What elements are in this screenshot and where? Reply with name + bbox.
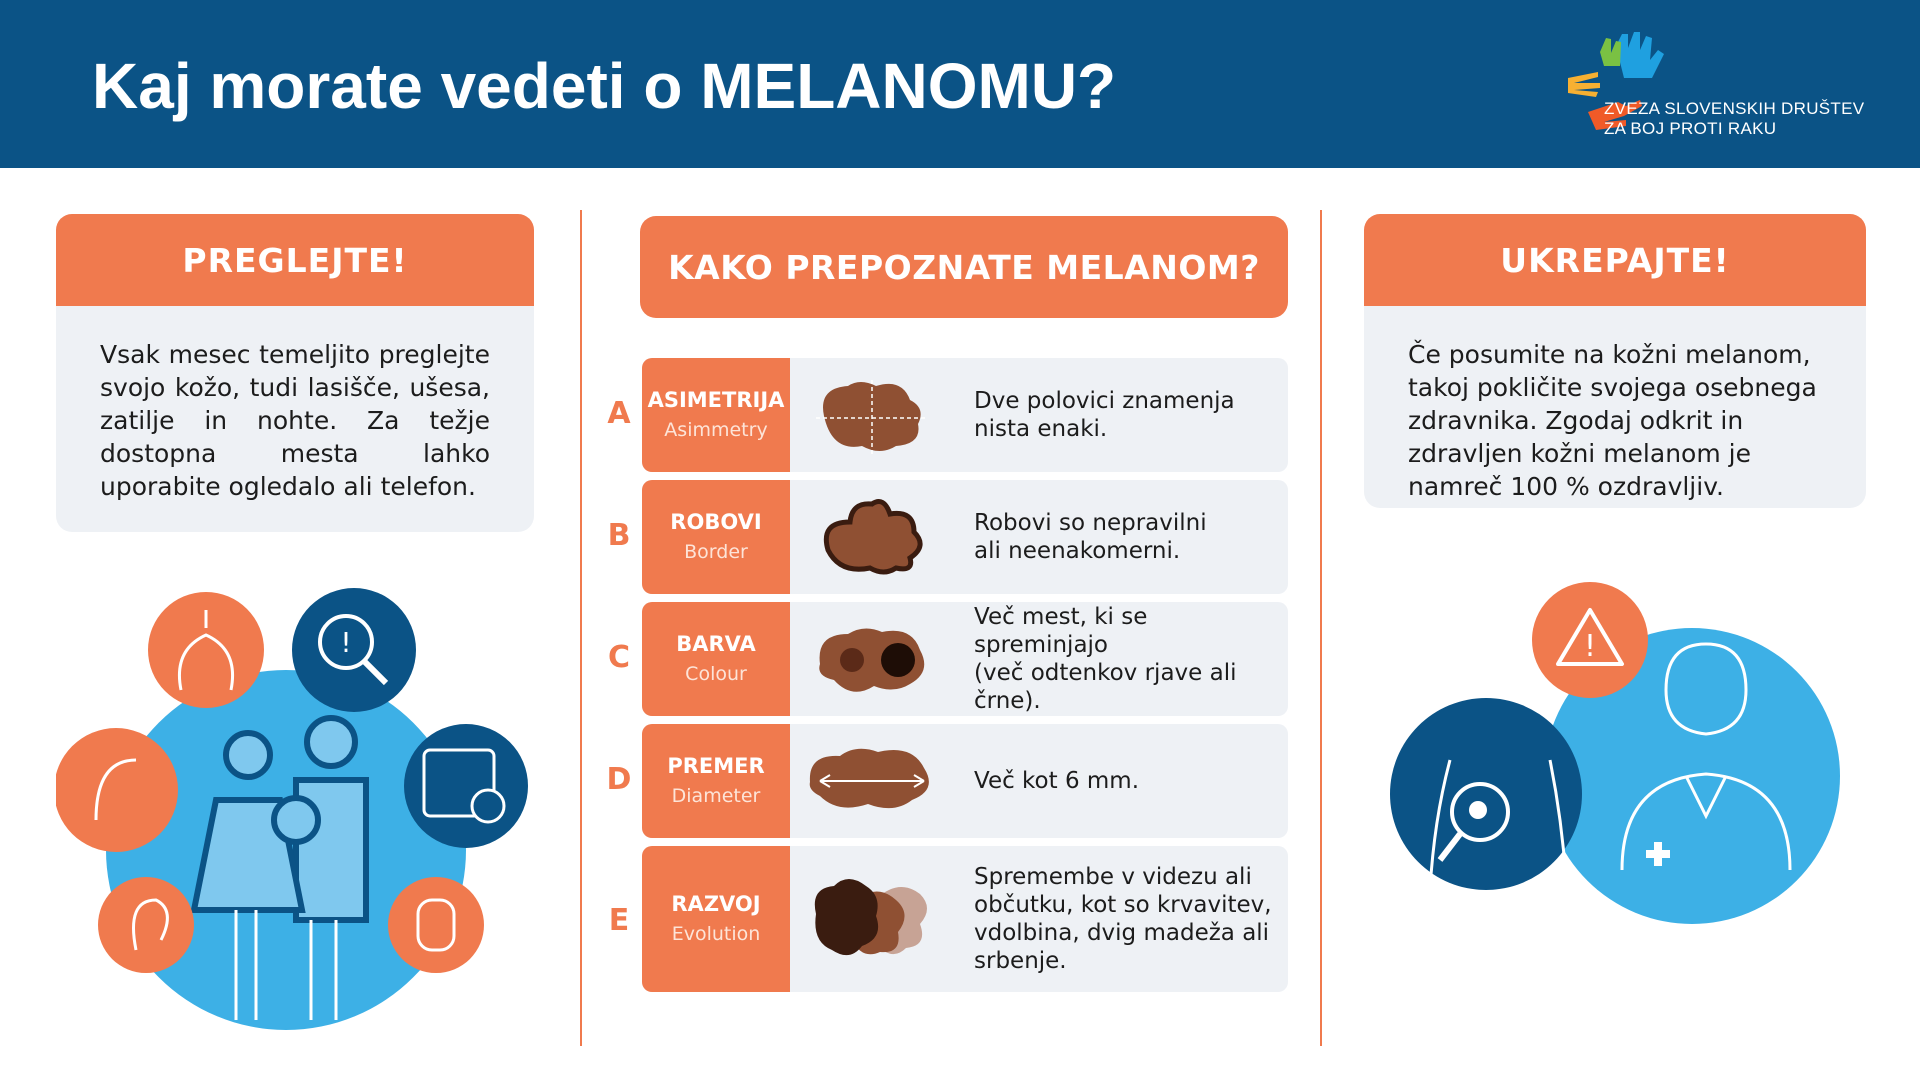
multicolour-mole-icon [802,602,942,716]
abcde-row-border [642,480,1288,594]
desc-line: ali neenakomerni. [974,538,1181,564]
letter-b: B [607,518,631,553]
asymmetric-mole-icon [802,358,942,472]
middle-panel-heading: KAKO PREPOZNATE MELANOM? [640,216,1288,318]
letter-d: D [606,762,632,797]
desc-line: Več mest, ki se spreminjajo [974,604,1148,658]
neck-face-icon [56,728,178,852]
row-sublabel: Colour [685,663,747,685]
abcde-row-asymmetry [642,358,1288,472]
desc-line: Dve polovici znamenja [974,388,1235,414]
row-description [974,358,1276,472]
row-label: BARVA [676,632,756,656]
header-bar [0,0,1920,168]
row-sublabel: Evolution [671,923,761,945]
skin-check-icon [1390,698,1582,890]
column-divider-left [580,210,582,1046]
svg-text:!: ! [340,626,352,659]
desc-line: vdolbina, dvig madeža ali [974,920,1270,946]
svg-text:!: ! [1583,629,1597,664]
left-panel-text: Vsak mesec temeljito preglejte svojo kožo, tudi lasišče, ušesa, zatilje in nohte. Za težje dostopna mesta lahko uporabite ogledalo ali telefon. [56,306,534,532]
ear-icon [98,877,194,973]
row-sublabel: Asimmetry [664,419,768,441]
row-description [974,602,1276,716]
desc-line: srbenje. [974,948,1067,974]
row-label: ASIMETRIJA [647,388,785,412]
row-label: PREMER [667,754,765,778]
row-sublabel: Diameter [671,785,761,807]
abcde-row-evolution [642,846,1288,992]
row-tag [642,724,790,838]
row-description [974,724,1276,838]
right-panel-text: Če posumite na kožni melanom, takoj pokličite svojega osebnega zdravnika. Zgodaj odkrit in zdravljen kožni melanom je namreč 100 % ozdravljiv. [1364,306,1866,508]
hair-scalp-icon [148,592,264,708]
letter-e: E [608,903,630,938]
page-title: Kaj morate vedeti o MELANOMU? [92,50,1117,122]
logo-text-line2: ZA BOJ PROTI RAKU [1604,119,1777,138]
letter-c: C [607,640,631,675]
irregular-border-mole-icon [802,480,942,594]
row-tag [642,602,790,716]
diameter-mole-icon [802,724,942,838]
desc-line: (več odtenkov rjave ali črne). [974,660,1237,714]
row-tag [642,480,790,594]
right-panel-heading: UKREPAJTE! [1364,214,1866,306]
row-sublabel: Border [684,541,748,563]
evolving-mole-icon [802,846,942,992]
fingernail-icon [388,877,484,973]
desc-line: Več kot 6 mm. [974,768,1140,794]
abcde-row-colour [642,602,1288,716]
desc-line: Spremembe v videzu ali [974,864,1252,890]
row-label: RAZVOJ [671,892,761,916]
abcde-row-diameter [642,724,1288,838]
desc-line: nista enaki. [974,416,1108,442]
desc-line: občutku, kot so krvavitev, [974,892,1272,918]
doctor-consultation-illustration [1390,580,1850,940]
row-description [974,846,1276,992]
magnifier-warning-icon [292,588,416,712]
row-description [974,480,1276,594]
column-divider-right [1320,210,1322,1046]
row-label: ROBOVI [670,510,762,534]
row-tag [642,358,790,472]
logo-text-line1: ZVEZA SLOVENSKIH DRUŠTEV [1604,99,1865,118]
letter-a: A [607,396,631,431]
desc-line: Robovi so nepravilni [974,510,1207,536]
self-examination-illustration [56,580,536,1050]
left-panel-heading: PREGLEJTE! [56,214,534,306]
row-tag [642,846,790,992]
